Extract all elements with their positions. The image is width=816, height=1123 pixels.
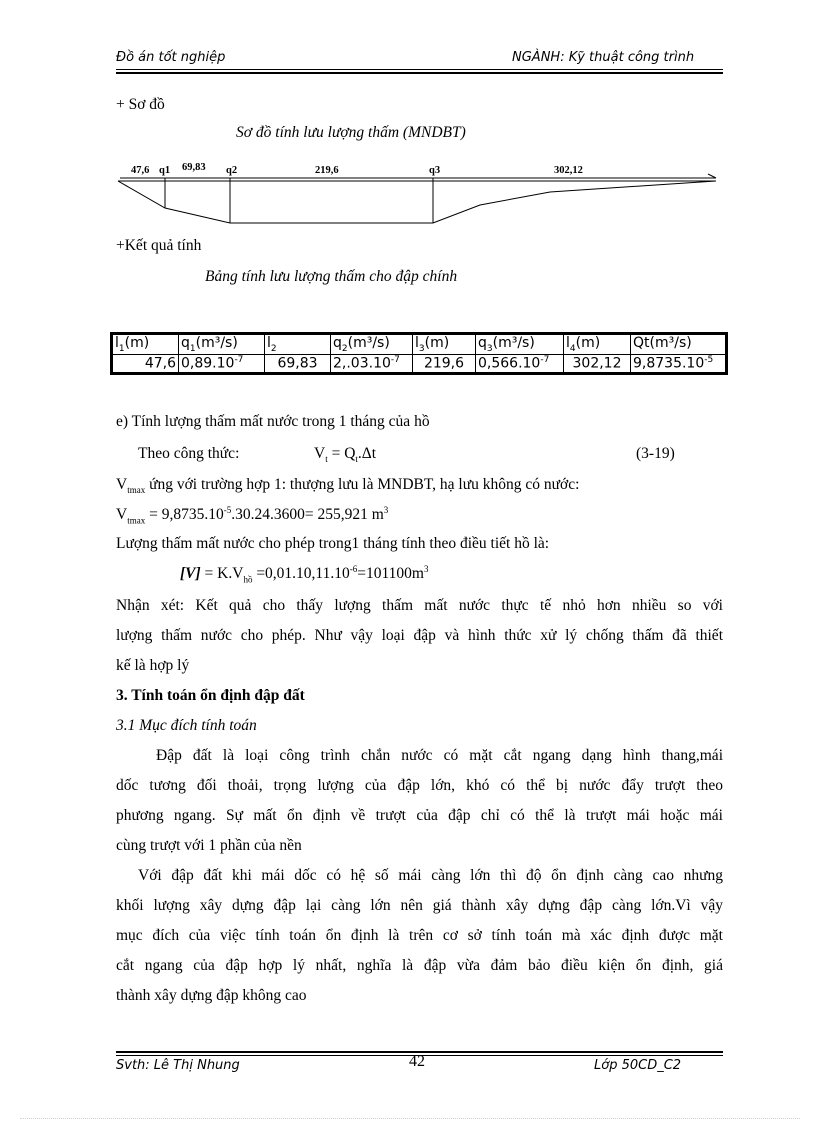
remark-line-3: kế là hợp lý (116, 657, 190, 674)
paragraph-2-line-3: mục đích của việc tính toán ổn định là trên cơ sở tính toán mà xác định được mặt (116, 927, 723, 944)
label-l3: 219,6 (315, 165, 339, 176)
paragraph-2-line-5: thành xây dựng đập không cao (116, 987, 307, 1004)
header-cell: $q_3(m^3/s)$ (476, 335, 564, 355)
table-cell: 69,83 (265, 354, 331, 372)
seepage-diagram (110, 150, 722, 230)
paragraph-1-line-4: cùng trượt với 1 phần của nền (116, 837, 302, 854)
result-table (112, 334, 726, 373)
label-q2: q2 (226, 165, 238, 176)
footer-left: Svth: Lê Thị Nhung (116, 1058, 240, 1073)
header-rule-thick (116, 72, 723, 74)
vtmax-line: $V_{tmax}$ ứng với trường hợp 1: thượng lưu là MNDBT, hạ lưu không có nước: (116, 476, 580, 496)
header-cell: $q_1(m^3/s)$ (179, 335, 265, 355)
table-cell: $9,8735.10^{-5}$ (631, 354, 726, 372)
formula-number: (3-19) (636, 445, 675, 462)
paragraph-2-line-2: khối lượng xây dựng đập lại càng lớn nên giá thành xây dựng đập càng lớn.Vì vậy (116, 897, 723, 914)
table-cell: $0,89.10^{-7}$ (179, 354, 265, 372)
paragraph-1-line-3: phương ngang. Sự mất ổn định về trượt của đập chỉ có thể là trượt mái hoặc mái (116, 807, 723, 824)
diagram-heading: + Sơ đồ (116, 96, 165, 113)
table-cell: $0,566.10^{-7}$ (476, 354, 564, 372)
section-3-1-title: 3.1 Mục đích tính toán (116, 717, 257, 734)
table-cell: $2,.03.10^{-7}$ (331, 354, 413, 372)
foundation-profile (118, 181, 716, 223)
table-row (113, 354, 726, 372)
result-table-frame (110, 332, 728, 375)
right-end-tick (708, 174, 716, 178)
header-cell: $l_4(m)$ (564, 335, 631, 355)
formula-intro: Theo công thức: (138, 445, 240, 462)
paragraph-1-line-2: dốc tương đối thoải, trọng lượng của đập lớn, khó có thể bị nước đẩy trượt theo (116, 777, 723, 794)
allowed-loss-formula: $[V] = K.V_{hồ} =0,01.10,11.10^{-6}=101100m^3$ (180, 564, 429, 585)
paragraph-2-line-1: Với đập đất khi mái dốc có hệ số mái càng lớn thì độ ổn định càng cao nhưng (138, 867, 723, 884)
header-cell: $l_3(m)$ (413, 335, 476, 355)
result-heading: +Kết quả tính (116, 237, 202, 254)
label-q1: q1 (159, 165, 171, 176)
label-l1: 47,6 (131, 165, 150, 176)
header-rule (116, 69, 723, 70)
header-cell: $l_2$ (265, 335, 331, 355)
e-title: e) Tính lượng thấm mất nước trong 1 tháng của hồ (116, 413, 430, 430)
label-q3: q3 (429, 165, 441, 176)
paragraph-2-line-4: cắt ngang của đập hợp lý nhất, nghĩa là đập vừa đảm bảo điều kiện ổn định, giá (116, 957, 723, 974)
header-cell: $l_1(m)$ (113, 335, 179, 355)
table-cell: 302,12 (564, 354, 631, 372)
label-l4: 302,12 (554, 165, 583, 176)
footer-right: Lớp 50CD_C2 (594, 1058, 682, 1073)
formula: $V_t = Q_t.\Delta t$ (314, 445, 377, 465)
remark-line-2: lượng thấm nước cho phép. Như vậy loại đập và hình thức xử lý chống thấm đã thiết (116, 627, 723, 644)
section-3-title: 3. Tính toán ổn định đập đất (116, 687, 305, 704)
header-right: NGÀNH: Kỹ thuật công trình (512, 50, 695, 65)
table-cell: 219,6 (413, 354, 476, 372)
header-left: Đồ án tốt nghiệp (116, 50, 226, 65)
allowed-loss-text: Lượng thấm mất nước cho phép trong1 tháng tính theo điều tiết hồ là: (116, 535, 550, 552)
page-edge-dots (20, 1118, 800, 1119)
remark-line-1: Nhận xét: Kết quả cho thấy lượng thấm mất nước thực tế nhỏ hơn nhiều so với (116, 597, 723, 614)
vtmax-calc: $V_{tmax} = 9,8735.10^{-5}.30.24.3600= 255,921$ $m^3$ (116, 505, 389, 526)
header-cell: Qt(m³/s) (631, 335, 726, 355)
diagram-caption: Sơ đồ tính lưu lượng thấm (MNDBT) (236, 124, 466, 141)
page-number: 42 (409, 1053, 425, 1070)
table-header-row (113, 335, 726, 355)
paragraph-1-line-1: Đập đất là loại công trình chắn nước có mặt cắt ngang dạng hình thang,mái (156, 747, 723, 764)
header-cell: $q_2(m^3/s)$ (331, 335, 413, 355)
table-caption: Bảng tính lưu lượng thấm cho đập chính (205, 268, 458, 285)
table-cell: 47,6 (113, 354, 179, 372)
label-l2: 69,83 (182, 162, 206, 173)
